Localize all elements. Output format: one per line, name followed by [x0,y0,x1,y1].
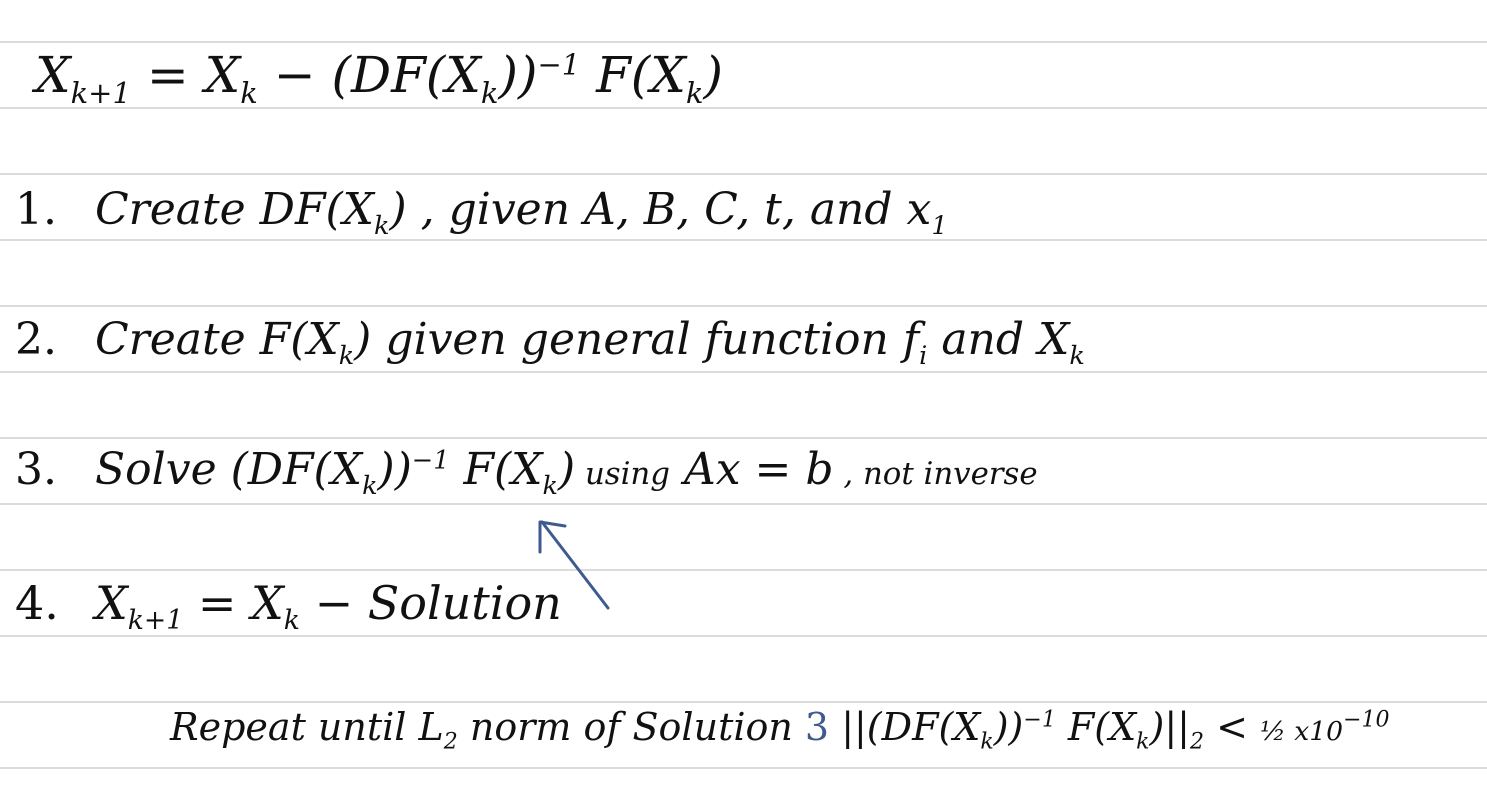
step-close: )) [377,444,412,495]
step-tail-2: Ax = b [669,444,834,495]
norm-lt: < [1204,705,1260,749]
norm-sup: −1 [1023,707,1056,733]
step-number: 3. [15,444,57,495]
ruled-line [0,503,1487,505]
step-sub: k [338,340,355,371]
step-mid-sub: k [542,470,558,501]
step-tail-2: and X [927,314,1070,365]
ruled-line [0,239,1487,241]
repeat-text: Repeat until L [170,705,444,749]
step-tail-2-sub: k [1069,340,1085,371]
step-sub: k+1 [127,605,184,637]
formula-x-sub: k [240,76,258,110]
step-tail-sub: i [919,340,928,371]
repeat-sub: 2 [443,729,458,755]
step-text: Solve (DF(X [95,444,363,495]
step-1 [15,184,948,241]
formula-inverse: −1 [537,47,581,82]
step-text: Create DF(X [95,184,374,235]
step-sub: k [373,210,390,241]
ruled-line [0,767,1487,769]
step-sup: −1 [411,445,450,476]
step-close: ) [389,184,407,235]
repeat-text-2: norm of Solution [457,705,805,749]
step-tail-3: , not inverse [833,456,1038,492]
step-2 [15,314,1085,371]
step-mid: F(X [449,444,543,495]
formula-eq: = X [130,46,241,104]
step-3 [15,444,1038,501]
step-tail-sub: 1 [931,210,948,241]
step-number: 2. [15,314,57,365]
step-tail: using [575,456,670,492]
step-text: X [95,576,128,630]
step-mid-sub: k [283,605,300,637]
step-close: ) [354,314,372,365]
formula-x-sub-2: k [480,76,499,110]
step-tail: given general function f [371,314,920,365]
repeat-condition [170,705,1390,755]
ruled-line [0,41,1487,43]
repeat-ref: 3 [804,705,830,749]
step-mid-close: ) [557,444,576,495]
formula-lhs: X [35,46,71,104]
formula-f-sub: k [685,76,704,110]
ruled-line [0,569,1487,571]
norm-f: F(X [1055,705,1137,749]
tolerance-exp: −10 [1343,707,1390,733]
norm-f-sub: k [1136,729,1150,755]
step-text: Create F(X [95,314,339,365]
norm-sub: k [980,729,994,755]
step-sub: k [362,470,378,501]
norm-end-sub: 2 [1189,729,1204,755]
norm-close: )) [993,705,1024,749]
norm-f-close: )|| [1149,705,1190,749]
formula-close: )) [498,46,538,104]
ruled-line [0,437,1487,439]
step-tail: , given A, B, C, t, and x [406,184,932,235]
norm-open: ||(DF(X [829,705,981,749]
newton-formula [35,46,724,110]
ruled-line [0,635,1487,637]
step-number: 4. [15,576,59,630]
formula-f-close: ) [703,46,724,104]
step-4 [15,576,562,637]
step-mid: = X [183,576,284,630]
ruled-line [0,173,1487,175]
step-tail: − Solution [299,576,562,630]
formula-minus: − (DF(X [257,46,481,104]
ruled-line [0,107,1487,109]
formula-lhs-sub: k+1 [70,76,131,110]
tolerance: ½ x10 [1260,716,1344,747]
ruled-line [0,305,1487,307]
formula-f: F(X [580,46,686,104]
ruled-line [0,371,1487,373]
ruled-line [0,701,1487,703]
step-number: 1. [15,184,57,235]
